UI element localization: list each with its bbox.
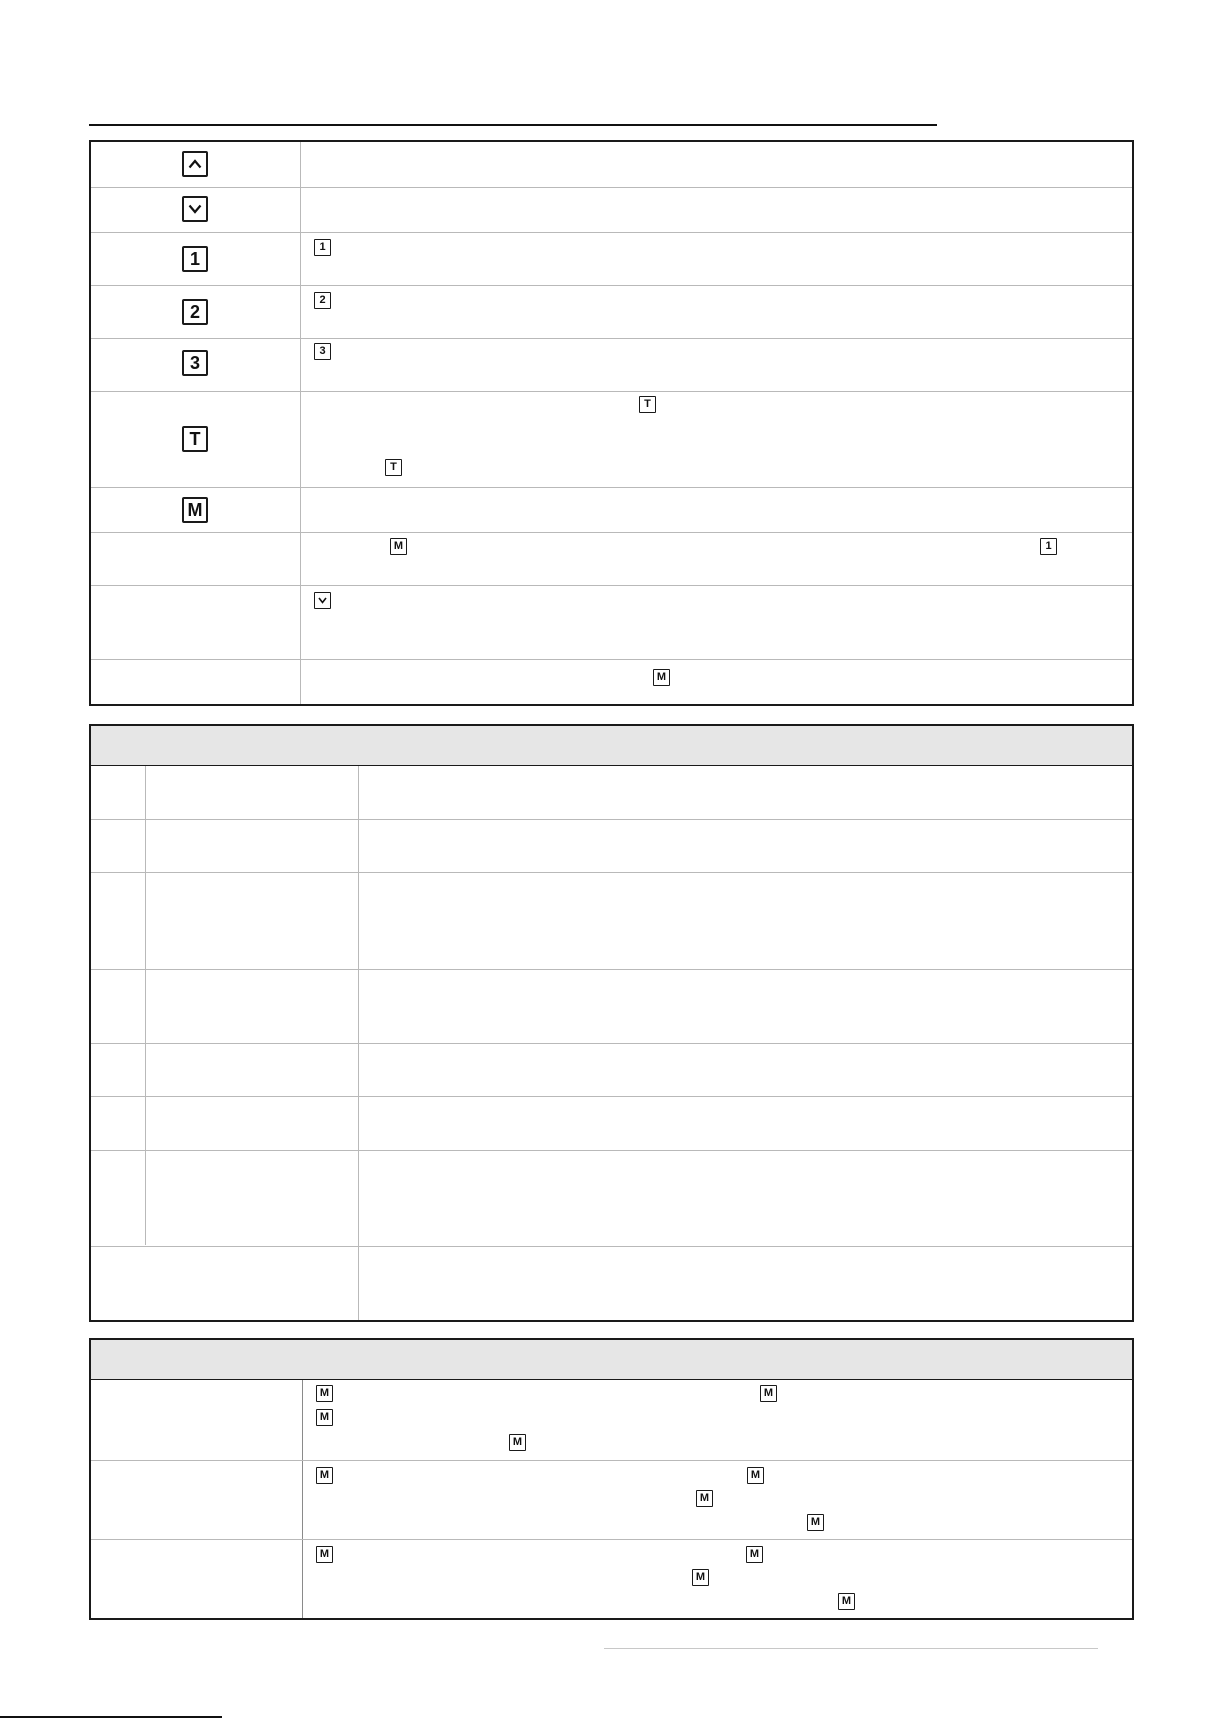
key-2-icon: 2 — [314, 292, 331, 309]
key-3-icon: 3 — [314, 343, 331, 360]
key-m-icon: M — [390, 538, 407, 555]
key-m-icon: M — [838, 1593, 855, 1610]
key-m-icon: M — [746, 1546, 763, 1563]
table-row — [91, 142, 1132, 187]
table-row — [91, 1539, 1132, 1618]
title-underline — [89, 124, 937, 126]
key-m-icon: M — [760, 1385, 777, 1402]
chevron-down-icon — [182, 196, 208, 222]
key-m-icon: M — [509, 1434, 526, 1451]
table-row — [91, 187, 1132, 232]
key-3-icon: 3 — [182, 350, 208, 376]
key-m-icon: M — [316, 1467, 333, 1484]
key-t-icon: T — [385, 459, 402, 476]
chevron-up-icon — [182, 151, 208, 177]
keys-table — [89, 140, 1134, 706]
table-row — [91, 1246, 1132, 1320]
footer-rule — [0, 1716, 222, 1718]
key-m-icon: M — [653, 669, 670, 686]
key-m-icon: M — [696, 1490, 713, 1507]
table-row — [91, 532, 1132, 585]
key-1-icon: 1 — [1040, 538, 1057, 555]
table-row — [91, 338, 1132, 391]
key-1-icon: 1 — [182, 246, 208, 272]
key-m-icon: M — [316, 1409, 333, 1426]
key-m-icon: M — [747, 1467, 764, 1484]
chevron-down-icon — [314, 592, 331, 609]
table-header-bar — [91, 1340, 1132, 1380]
table-row — [91, 1380, 1132, 1460]
key-t-icon: T — [639, 396, 656, 413]
table-row — [91, 872, 1132, 969]
key-1-icon: 1 — [314, 239, 331, 256]
table-row — [91, 1043, 1132, 1096]
key-m-icon: M — [316, 1546, 333, 1563]
table-row — [91, 659, 1132, 704]
key-m-icon: M — [692, 1569, 709, 1586]
table-row — [91, 391, 1132, 487]
footer-divider — [604, 1648, 1098, 1649]
table-row — [91, 1096, 1132, 1150]
table-row — [91, 1460, 1132, 1539]
table-header-bar — [91, 726, 1132, 766]
key-m-icon: M — [316, 1385, 333, 1402]
key-m-icon: M — [182, 497, 208, 523]
table-row — [91, 232, 1132, 285]
key-t-icon: T — [182, 426, 208, 452]
table-row — [91, 766, 1132, 819]
display-table — [89, 724, 1134, 1322]
table-row — [91, 585, 1132, 659]
table-row — [91, 487, 1132, 532]
key-2-icon: 2 — [182, 299, 208, 325]
table-row — [91, 819, 1132, 872]
table-row — [91, 1150, 1132, 1246]
key-m-icon: M — [807, 1514, 824, 1531]
table-row — [91, 969, 1132, 1043]
table-row — [91, 285, 1132, 338]
menu-table — [89, 1338, 1134, 1620]
